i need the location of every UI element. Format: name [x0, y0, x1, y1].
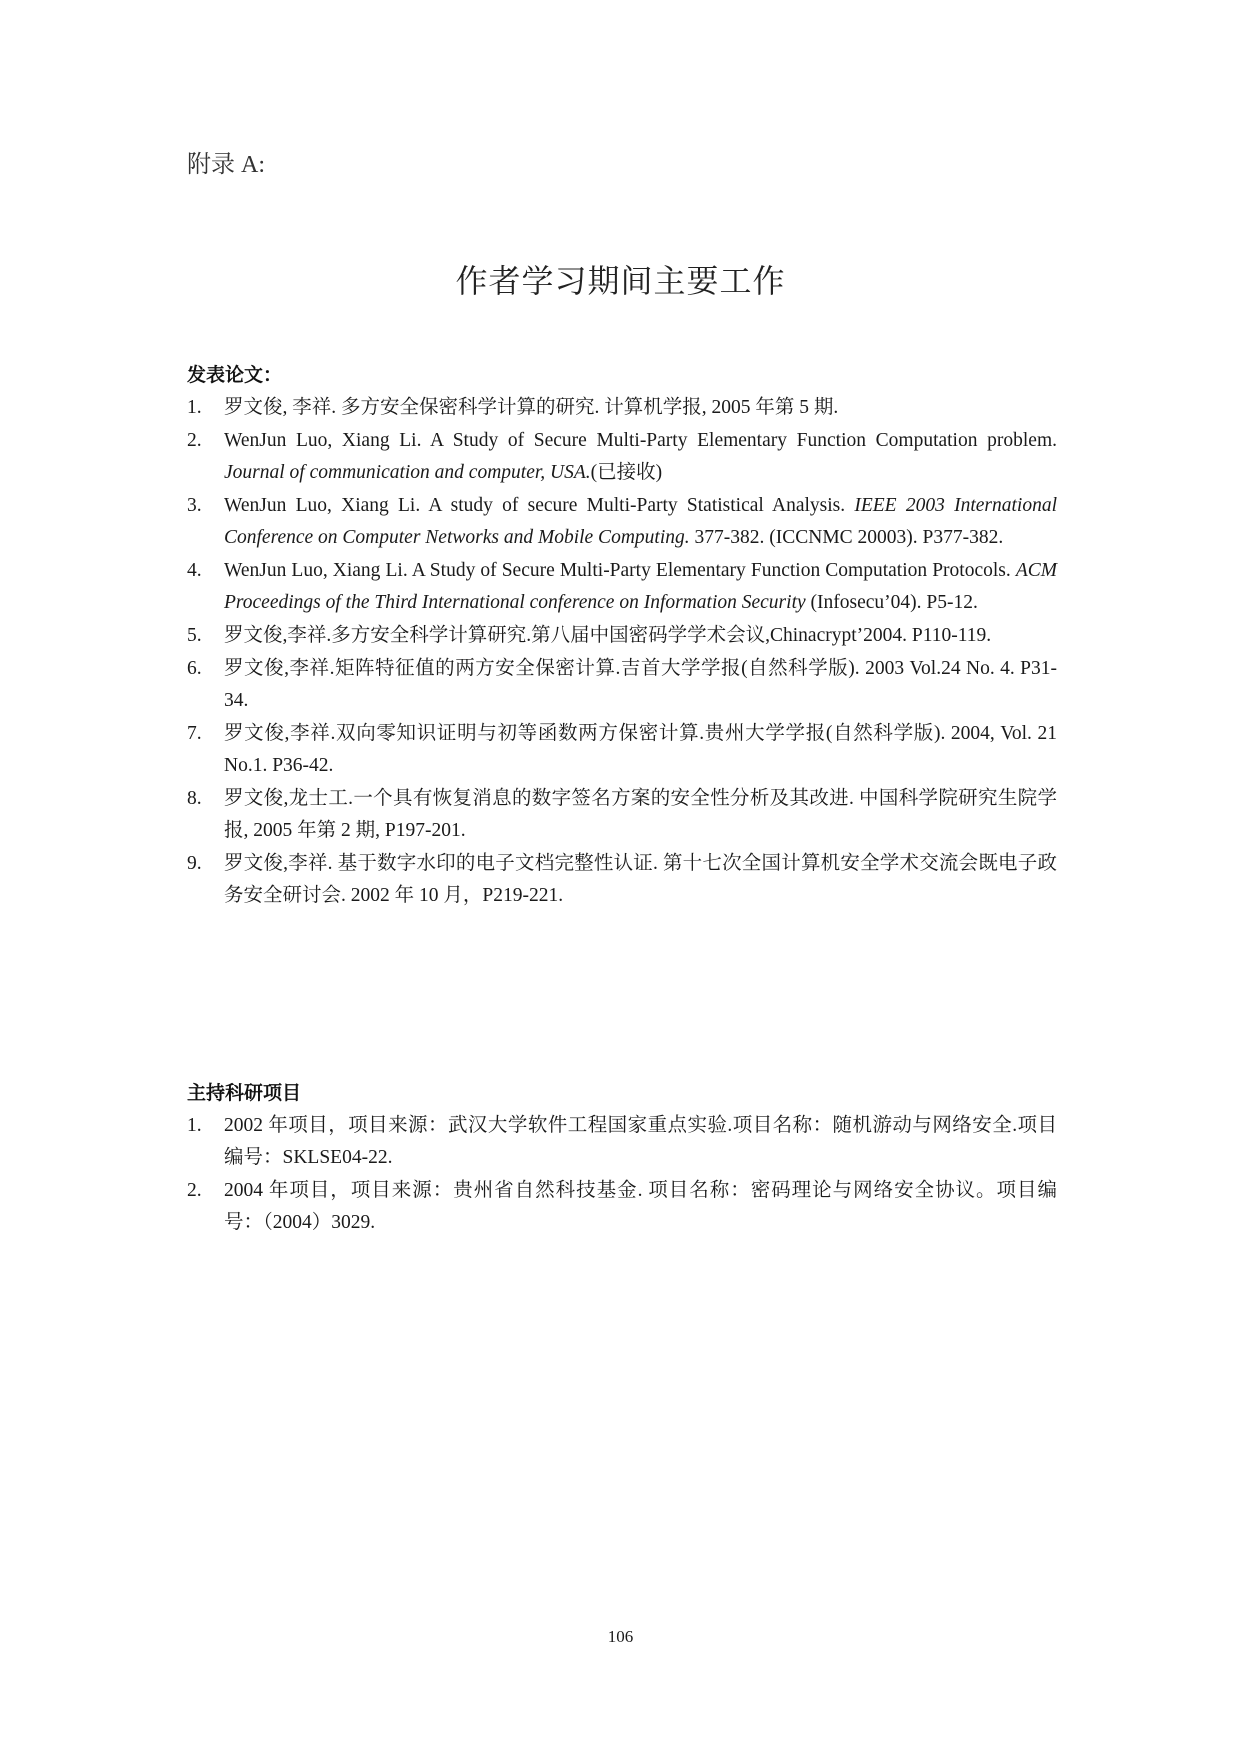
item-text: 罗文俊,李祥.双向零知识证明与初等函数两方保密计算.贵州大学学报(自然科学版). 2004, Vol. 21 No.1. P36-42.	[224, 723, 1057, 776]
item-number: 2.	[187, 430, 202, 451]
projects-heading: 主持科研项目	[187, 1082, 302, 1104]
item-text	[224, 425, 1057, 489]
item-number: 3.	[187, 495, 202, 516]
publication-item	[187, 392, 1057, 424]
item-number: 9.	[187, 853, 202, 874]
citation-details: (Infosecu’04). P5-12.	[805, 592, 978, 613]
item-text: 2004 年项目，项目来源：贵州省自然科技基金. 项目名称：密码理论与网络安全协议。项目编号：（2004）3029.	[224, 1180, 1057, 1233]
page-title: 作者学习期间主要工作	[455, 263, 786, 299]
publications-section	[187, 362, 1057, 913]
page-number: 106	[607, 1627, 634, 1646]
item-text: 2002 年项目，项目来源：武汉大学软件工程国家重点实验.项目名称：随机游动与网络安全.项目编号：SKLSE04-22.	[224, 1115, 1057, 1168]
citation-venue: ACM Proceedings of the Third International conference on Information Security	[224, 560, 1057, 613]
publication-item	[187, 848, 1057, 912]
item-number: 2.	[187, 1180, 202, 1201]
item-number: 1.	[187, 397, 202, 418]
publication-item	[187, 783, 1057, 847]
citation-details: (已接收)	[590, 462, 663, 483]
item-text: 罗文俊,李祥.矩阵特征值的两方安全保密计算.吉首大学学报(自然科学版). 2003 Vol.24 No. 4. P31-34.	[224, 658, 1057, 711]
appendix-label: 附录 A:	[187, 152, 265, 178]
publication-item	[187, 425, 1057, 489]
projects-section	[187, 1080, 1057, 1240]
publication-item	[187, 620, 1057, 652]
citation-venue: Journal of communication and computer, USA.	[224, 462, 591, 483]
project-item	[187, 1110, 1057, 1174]
item-number: 4.	[187, 560, 202, 581]
item-number: 7.	[187, 723, 202, 744]
publication-item	[187, 555, 1057, 619]
item-text	[224, 555, 1057, 619]
item-number: 5.	[187, 625, 202, 646]
publication-item	[187, 718, 1057, 782]
item-text: 罗文俊, 李祥. 多方安全保密科学计算的研究. 计算机学报, 2005 年第 5 期.	[224, 397, 839, 418]
item-number: 1.	[187, 1115, 202, 1136]
citation-authors-title: WenJun Luo, Xiang Li. A Study of Secure Multi-Party Elementary Function Computation problem.	[224, 430, 1057, 451]
item-number: 8.	[187, 788, 202, 809]
item-text	[224, 490, 1057, 554]
item-number: 6.	[187, 658, 202, 679]
publication-item	[187, 653, 1057, 717]
citation-authors-title: WenJun Luo, Xiang Li. A Study of Secure Multi-Party Elementary Function Computation Protocols.	[224, 560, 1016, 581]
publications-heading: 发表论文：	[187, 364, 283, 386]
citation-venue: IEEE 2003 International Conference on Computer Networks and Mobile Computing.	[224, 495, 1057, 548]
item-text: 罗文俊,李祥. 基于数字水印的电子文档完整性认证. 第十七次全国计算机安全学术交流会既电子政务安全研讨会. 2002 年 10 月，P219-221.	[224, 853, 1057, 906]
publication-item	[187, 490, 1057, 554]
item-text: 罗文俊,龙士工.一个具有恢复消息的数字签名方案的安全性分析及其改进. 中国科学院研究生院学报, 2005 年第 2 期, P197-201.	[224, 788, 1057, 841]
item-text: 罗文俊,李祥.多方安全科学计算研究.第八届中国密码学学术会议,Chinacrypt’2004. P110-119.	[224, 625, 992, 646]
project-item	[187, 1175, 1057, 1239]
citation-details: 377-382. (ICCNMC 20003). P377-382.	[689, 527, 1004, 548]
citation-authors-title: WenJun Luo, Xiang Li. A study of secure Multi-Party Statistical Analysis.	[224, 495, 855, 516]
